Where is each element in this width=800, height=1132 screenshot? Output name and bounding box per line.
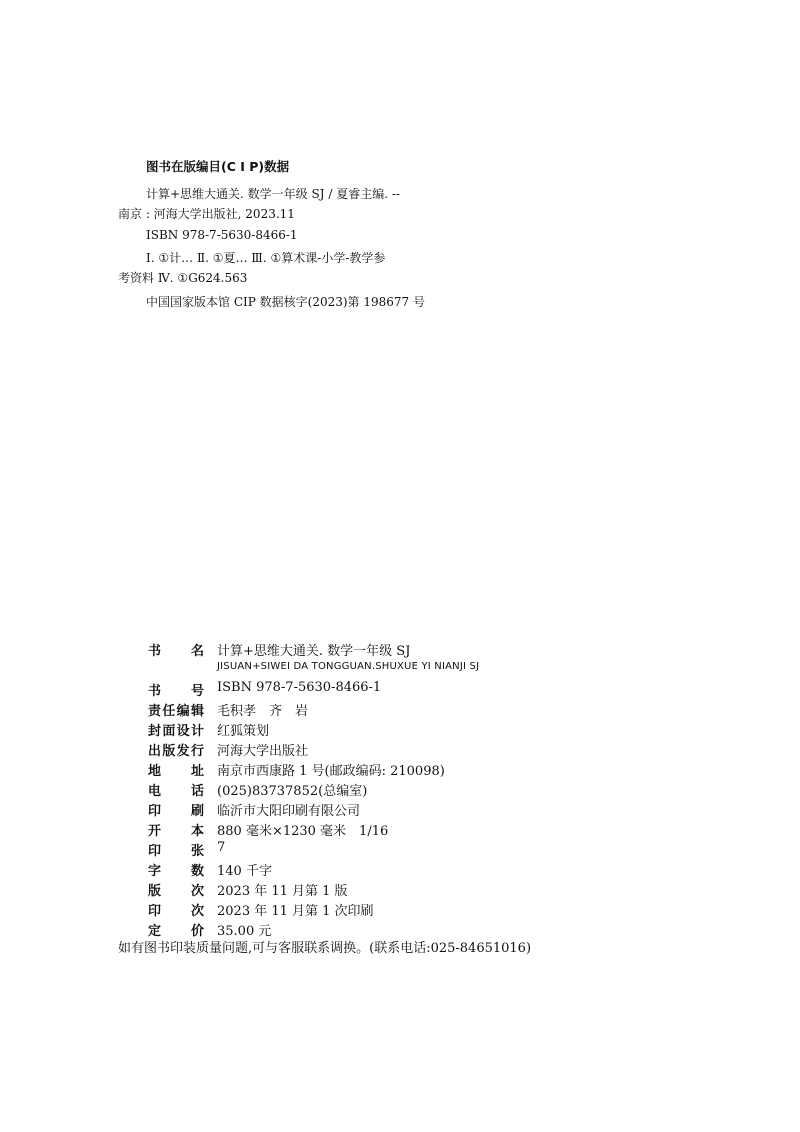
colophon-value: 880 毫米×1230 毫米 1/16 [217, 824, 389, 839]
colophon-label-char: 价 [190, 924, 204, 939]
colophon-label-char: 话 [190, 784, 204, 799]
colophon-label-char: 设 [176, 724, 190, 739]
colophon-label [148, 860, 204, 879]
colophon-value: 140 千字 [217, 864, 272, 879]
colophon-label-char: 版 [148, 884, 162, 899]
cip-line-subjects: Ⅰ. ①计… Ⅱ. ①夏… Ⅲ. ①算术课-小学-教学参 [146, 251, 386, 265]
cip-line-title-author: 计算+思维大通关. 数学一年级 SJ / 夏睿主编. -- [146, 187, 400, 201]
colophon-label-char: 印 [148, 844, 162, 859]
cip-line-isbn: ISBN 978-7-5630-8466-1 [146, 228, 298, 242]
colophon-label-char: 任 [162, 704, 176, 719]
colophon-label-char: 刷 [190, 804, 204, 819]
colophon-label-char: 数 [190, 864, 204, 879]
colophon-label-char: 责 [148, 704, 162, 719]
colophon-label-char: 字 [148, 864, 162, 879]
colophon-label-char: 版 [162, 744, 176, 759]
quality-notice: 如有图书印装质量问题,可与客服联系调换。(联系电话:025-84651016) [118, 941, 532, 956]
colophon-label-char: 地 [148, 764, 162, 779]
colophon-label [148, 700, 204, 719]
colophon-label-char: 电 [148, 784, 162, 799]
colophon-label-char: 址 [190, 764, 204, 779]
colophon-label [148, 840, 204, 859]
colophon-label-char: 次 [190, 884, 204, 899]
colophon-label-char: 定 [148, 924, 162, 939]
colophon-label-char: 封 [148, 724, 162, 739]
colophon-label-char: 书 [148, 644, 162, 659]
colophon-label [148, 740, 204, 759]
colophon-value: 计算+思维大通关. 数学一年级 SJ [217, 644, 411, 659]
colophon-value: 35.00 元 [217, 924, 272, 939]
colophon-label [148, 720, 204, 739]
colophon-label-char: 本 [190, 824, 204, 839]
colophon-label [148, 640, 204, 659]
cip-line-publisher: 南京 : 河海大学出版社, 2023.11 [118, 207, 295, 221]
colophon-label [148, 880, 204, 899]
colophon-value: 河海大学出版社 [217, 744, 309, 759]
colophon-value: 2023 年 11 月第 1 次印刷 [217, 904, 374, 919]
colophon-value: 临沂市大阳印刷有限公司 [217, 804, 361, 819]
colophon-label-char: 发 [176, 744, 190, 759]
cip-line-cip-number: 中国国家版本馆 CIP 数据核字(2023)第 198677 号 [146, 295, 425, 309]
colophon-label-char: 书 [148, 684, 162, 699]
colophon-label-char: 出 [148, 744, 162, 759]
colophon-label-char: 计 [190, 724, 204, 739]
colophon-value: 2023 年 11 月第 1 版 [217, 884, 348, 899]
colophon-label-char: 印 [148, 804, 162, 819]
colophon-label [148, 780, 204, 799]
colophon-label-char: 号 [190, 684, 204, 699]
colophon-label [148, 760, 204, 779]
colophon-label [148, 820, 204, 839]
colophon-label-char: 行 [190, 744, 204, 759]
colophon-label-char: 辑 [190, 704, 204, 719]
colophon-label-char: 面 [162, 724, 176, 739]
cip-line-classification: 考资料 Ⅳ. ①G624.563 [118, 271, 248, 285]
book-title-pinyin: JISUAN+SIWEI DA TONGGUAN.SHUXUE YI NIANJI SJ [217, 661, 480, 672]
colophon-label-char: 次 [190, 904, 204, 919]
colophon-label-char: 开 [148, 824, 162, 839]
colophon-value: 南京市西康路 1 号(邮政编码: 210098) [217, 764, 445, 779]
colophon-label-char: 编 [176, 704, 190, 719]
colophon-label-char: 印 [148, 904, 162, 919]
colophon-label [148, 800, 204, 819]
colophon-label-char: 张 [190, 844, 204, 859]
cip-title: 图书在版编目(C I P)数据 [146, 159, 290, 174]
colophon-value: 7 [217, 840, 226, 855]
colophon-value: 毛积孝 齐 岩 [217, 704, 309, 719]
colophon-value: ISBN 978-7-5630-8466-1 [217, 680, 382, 695]
colophon-label [148, 680, 204, 699]
colophon-value: (025)83737852(总编室) [217, 784, 368, 799]
colophon-label [148, 900, 204, 919]
colophon-value: 红狐策划 [217, 724, 270, 739]
colophon-label-char: 名 [190, 644, 204, 659]
